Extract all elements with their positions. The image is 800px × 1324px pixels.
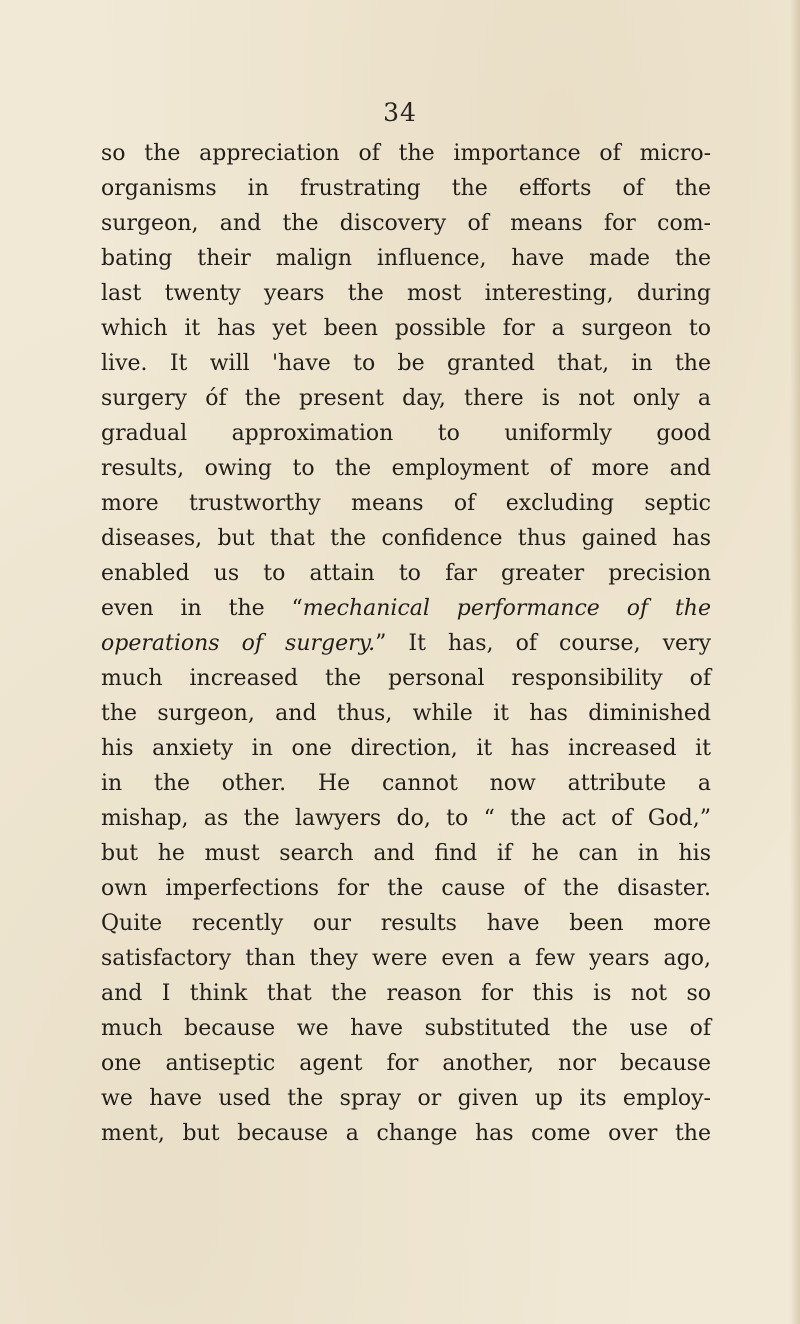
line-text: enabled us to attain to far greater precision	[101, 561, 711, 586]
line-text: surgery óf the present day, there is not only a	[101, 386, 711, 411]
line-text: one antiseptic agent for another, nor because	[101, 1051, 711, 1076]
text-line	[101, 1011, 711, 1046]
text-line	[101, 766, 711, 801]
line-text: satisfactory than they were even a few years ago,	[101, 946, 711, 971]
text-line	[101, 941, 711, 976]
line-text: ment, but because a change has come over the	[101, 1121, 711, 1146]
page-number: 34	[383, 98, 417, 127]
text-line	[101, 556, 711, 591]
text-line	[101, 346, 711, 381]
line-text: organisms in frustrating the efforts of the	[101, 176, 711, 201]
text-line	[101, 1081, 711, 1116]
line-text: gradual approximation to uniformly good	[101, 421, 711, 446]
line-text: mishap, as the lawyers do, to “ the act of God,”	[101, 806, 711, 831]
line-text: much because we have substituted the use of	[101, 1016, 711, 1041]
text-line	[101, 696, 711, 731]
text-line	[101, 661, 711, 696]
text-line	[101, 451, 711, 486]
line-text: so the appreciation of the importance of micro-	[101, 141, 711, 166]
italic-quote-text: operations of surgery.	[101, 631, 376, 656]
line-text: live. It will 'have to be granted that, in the	[101, 351, 711, 376]
page-edge-shadow	[790, 0, 800, 1324]
line-text: but he must search and find if he can in his	[101, 841, 711, 866]
text-line	[101, 976, 711, 1011]
line-text: which it has yet been possible for a surgeon to	[101, 316, 711, 341]
text-line	[101, 1046, 711, 1081]
body-text	[101, 136, 711, 1151]
line-text: we have used the spray or given up its employ-	[101, 1086, 711, 1111]
text-line	[101, 206, 711, 241]
text-line	[101, 591, 711, 626]
text-line	[101, 381, 711, 416]
italic-quote-text: mechanical performance of the	[302, 596, 711, 621]
line-text: more trustworthy means of excluding septic	[101, 491, 711, 516]
text-line	[101, 171, 711, 206]
line-text: and I think that the reason for this is not so	[101, 981, 711, 1006]
line-text: last twenty years the most interesting, during	[101, 281, 711, 306]
line-text: Quite recently our results have been more	[101, 911, 711, 936]
text-line	[101, 486, 711, 521]
line-text: his anxiety in one direction, it has increased it	[101, 736, 711, 761]
line-text: bating their malign influence, have made the	[101, 246, 711, 271]
text-line	[101, 136, 711, 171]
text-line	[101, 906, 711, 941]
line-text: much increased the personal responsibility of	[101, 666, 711, 691]
line-text: ” It has, of course, very	[375, 631, 711, 656]
text-line	[101, 521, 711, 556]
text-line	[101, 801, 711, 836]
text-line	[101, 871, 711, 906]
line-text: surgeon, and the discovery of means for com-	[101, 211, 711, 236]
line-text: own imperfections for the cause of the disaster.	[101, 876, 711, 901]
line-text: in the other. He cannot now attribute a	[101, 771, 711, 796]
line-text: diseases, but that the confidence thus gained has	[101, 526, 711, 551]
line-text: even in the “	[101, 596, 303, 621]
text-line	[101, 836, 711, 871]
text-line	[101, 731, 711, 766]
text-line	[101, 311, 711, 346]
line-text: the surgeon, and thus, while it has diminished	[101, 701, 711, 726]
text-line	[101, 416, 711, 451]
line-text: results, owing to the employment of more and	[101, 456, 711, 481]
text-line	[101, 1116, 711, 1151]
text-line	[101, 276, 711, 311]
text-line	[101, 241, 711, 276]
text-line	[101, 626, 711, 661]
